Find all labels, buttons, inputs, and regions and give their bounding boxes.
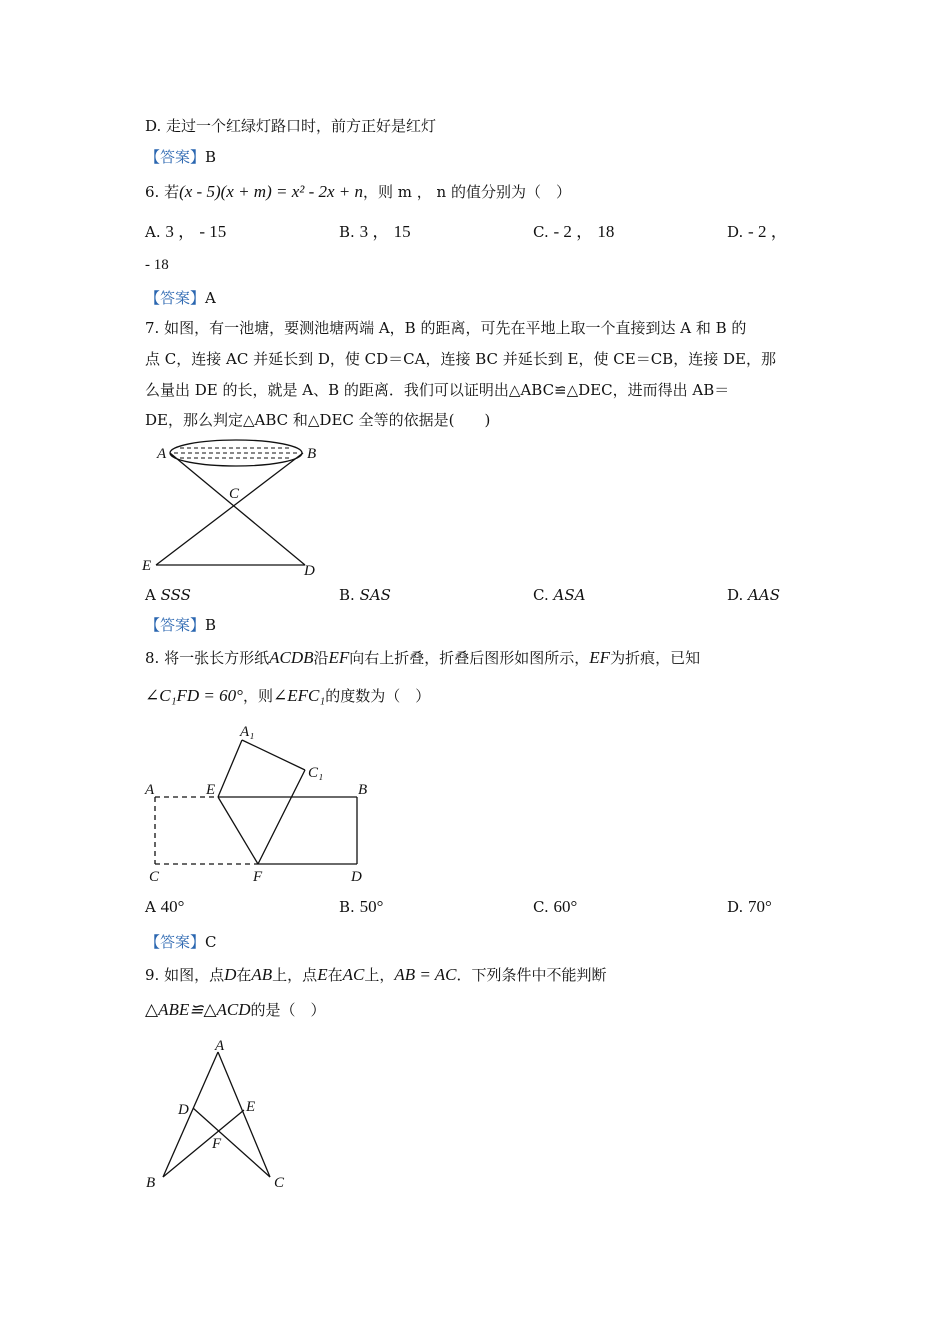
text: 沿: [313, 649, 329, 667]
q7-option-c: [533, 585, 585, 605]
label-b: B: [358, 782, 368, 798]
answer-tag: 【答案】: [145, 933, 206, 951]
math: EF: [589, 648, 611, 667]
label-d: D: [178, 1102, 189, 1118]
math: ACDB: [269, 648, 314, 667]
q8-option-a: [145, 897, 184, 917]
math: AB = AC: [394, 965, 457, 984]
label-a: A: [157, 446, 167, 462]
label-a: A: [215, 1038, 225, 1054]
label-c: C: [274, 1175, 285, 1191]
option-value: SAS: [359, 586, 391, 604]
answer-tag: 【答案】: [145, 289, 206, 307]
label-e: E: [246, 1099, 256, 1115]
text: ．下列条件中不能判断: [456, 966, 607, 984]
label-e: E: [206, 782, 216, 798]
label-c: C: [149, 869, 160, 885]
q8-stem-line-1: [145, 648, 700, 668]
label-c1: C₁: [308, 765, 324, 781]
text: 9. 如图，点: [145, 966, 225, 984]
q6-option-a: [145, 222, 226, 242]
q8-option-b: [339, 897, 383, 917]
option-value: 3 ， 15: [359, 222, 411, 241]
math: AB: [251, 965, 273, 984]
answer-tag: 【答案】: [145, 616, 206, 634]
q7-stem-line-4: DE，那么判定△ABC 和△DEC 全等的依据是( ): [145, 411, 491, 429]
math: AC: [342, 965, 365, 984]
q6-option-d-wrap: - 18: [145, 257, 169, 273]
q7-stem-line-1: 7. 如图，有一池塘，要测池塘两端 A，B 的距离，可先在平地上取一个直接到达 A 和 B 的: [145, 319, 747, 337]
option-value: AAS: [748, 586, 780, 604]
q9-stem-line-2: [145, 1000, 326, 1020]
q6-option-d: [727, 222, 788, 242]
option-label: B.: [339, 223, 355, 241]
answer-value: C: [205, 933, 217, 951]
q6-stem: [145, 182, 571, 202]
option-label: A: [145, 586, 156, 604]
option-value: 3 ， - 15: [165, 222, 227, 241]
q8-fold-figure: [140, 720, 380, 890]
text: 的度数为（ ）: [325, 687, 431, 705]
math: △ABE≌△ACD: [145, 1000, 251, 1019]
text: 上，: [364, 966, 395, 984]
answer-value: B: [205, 616, 217, 634]
option-value: ASA: [553, 586, 586, 604]
text: 在: [236, 966, 252, 984]
q6-stem-tail: ，则 m ， n 的值分别为（ ）: [363, 183, 571, 201]
q7-option-b: [339, 585, 391, 605]
option-label: B.: [339, 898, 355, 916]
option-label: C.: [533, 898, 549, 916]
answer-tag: 【答案】: [145, 148, 206, 166]
text: 在: [327, 966, 343, 984]
math: ∠EFC₁: [272, 686, 326, 705]
segment-ef: [218, 797, 258, 864]
option-label: D.: [727, 898, 744, 916]
label-f: F: [253, 869, 263, 885]
segment-ea1: [218, 740, 242, 797]
label-a1: A₁: [240, 724, 255, 740]
q7-answer: [145, 615, 216, 635]
answer-value: A: [205, 289, 216, 307]
segment-be: [156, 453, 303, 565]
label-e: E: [142, 558, 152, 574]
q8-stem-line-2: [145, 686, 430, 706]
q5-answer: [145, 147, 216, 167]
q6-option-c: [533, 222, 614, 242]
label-c: C: [229, 486, 240, 502]
option-value: SSS: [160, 586, 191, 604]
label-b: B: [146, 1175, 156, 1191]
q8-answer: [145, 932, 217, 952]
segment-a1c1: [242, 740, 305, 770]
label-d: D: [351, 869, 362, 885]
option-label: B.: [339, 586, 355, 604]
option-value: 60°: [553, 897, 578, 916]
q6-answer: [145, 288, 216, 308]
segment-ab: [163, 1052, 218, 1177]
label-f: F: [212, 1136, 222, 1152]
q7-option-d: [727, 585, 780, 605]
math: E: [317, 965, 328, 984]
q7-pond-figure: [140, 435, 330, 580]
q9-triangle-figure: [140, 1035, 300, 1195]
label-a: A: [145, 782, 155, 798]
q7-option-a: [145, 585, 191, 605]
text: ，则: [242, 687, 273, 705]
option-label: A: [145, 898, 156, 916]
text: 的是（ ）: [250, 1001, 326, 1019]
text: 上，点: [272, 966, 318, 984]
segment-ad: [170, 453, 305, 565]
text: 向右上折叠，折叠后图形如图所示，: [349, 649, 590, 667]
segment-ac: [218, 1052, 270, 1177]
math: D: [224, 965, 237, 984]
q6-option-b: [339, 222, 411, 242]
q8-option-d: [727, 897, 772, 917]
option-label: D.: [727, 586, 744, 604]
q7-stem-line-2: 点 C，连接 AC 并延长到 D，使 CD＝CA，连接 BC 并延长到 E，使 CE＝CB，连接 DE，那: [145, 350, 776, 368]
option-value: 70°: [748, 897, 772, 916]
q7-stem-line-3: 么量出 DE 的长，就是 A、B 的距离．我们可以证明出△ABC≌△DEC，进而得出 AB＝: [145, 381, 730, 399]
label-b: B: [307, 446, 317, 462]
label-d: D: [304, 563, 315, 579]
option-label: A.: [145, 223, 161, 241]
segment-c1f: [258, 770, 305, 864]
option-label: C.: [533, 586, 549, 604]
q8-option-c: [533, 897, 577, 917]
option-value: 40°: [160, 897, 185, 916]
option-value: 50°: [359, 897, 384, 916]
option-value: - 2 ，: [748, 222, 788, 241]
option-label: D.: [727, 223, 744, 241]
math: ∠C₁FD = 60°: [145, 686, 243, 705]
q9-stem-line-1: [145, 965, 607, 985]
text: 为折痕，已知: [610, 649, 701, 667]
option-label: C.: [533, 223, 549, 241]
q6-equation: (x - 5)(x + m) = x² - 2x + n: [179, 182, 364, 201]
q5-option-d: D. 走过一个红绿灯路口时，前方正好是红灯: [145, 117, 437, 135]
answer-value: B: [205, 148, 217, 166]
math: EF: [328, 648, 350, 667]
text: 8. 将一张长方形纸: [145, 649, 270, 667]
q6-number: 6. 若: [145, 183, 180, 201]
option-value: - 2 ， 18: [553, 222, 615, 241]
